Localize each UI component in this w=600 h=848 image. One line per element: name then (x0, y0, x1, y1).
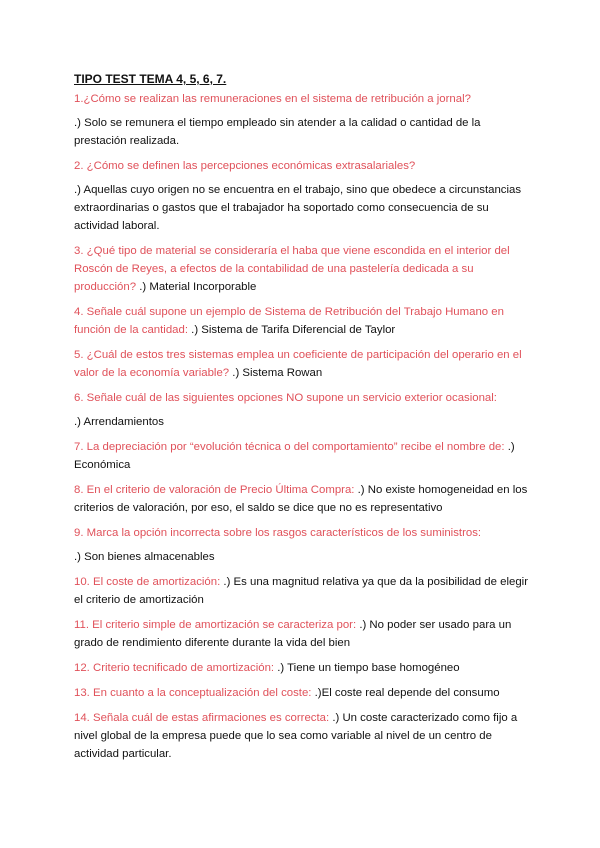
test-item-14 (74, 709, 530, 763)
test-item-11 (74, 616, 530, 652)
test-item-12 (74, 659, 530, 677)
answer-text: .) Un coste caracterizado como fijo a nivel global de la empresa puede que lo sea como variable al nivel de un centro de actividad particular. (74, 712, 518, 760)
answer-text: .) Son bienes almacenables (74, 551, 215, 563)
test-item-9 (74, 524, 530, 566)
answer-text: .) Sistema de Tarifa Diferencial de Taylor (191, 324, 396, 336)
question-text: 2. ¿Cómo se definen las percepciones económicas extrasalariales? (74, 160, 416, 172)
test-item-6 (74, 389, 530, 431)
question-text: 6. Señale cuál de las siguientes opciones NO supone un servicio exterior ocasional: (74, 392, 497, 404)
test-item-1 (74, 90, 530, 150)
answer-text: .) Tiene un tiempo base homogéneo (277, 662, 460, 674)
question-text: 3. ¿Qué tipo de material se consideraría el haba que viene escondida en el interior del Roscón de Reyes, a efectos de la contabilidad de una pastelería dedicada a su producción? (74, 245, 510, 293)
question-text: 8. En el criterio de valoración de Precio Última Compra: (74, 484, 358, 496)
answer-text: .) No existe homogeneidad en los criterios de valoración, por eso, el saldo se dice que no es representativo (74, 484, 528, 514)
question-text: 5. ¿Cuál de estos tres sistemas emplea un coeficiente de participación del operario en el valor de la economía variable? (74, 349, 522, 379)
test-item-5 (74, 346, 530, 382)
question-text: 12. Criterio tecnificado de amortización: (74, 662, 278, 674)
question-text: 13. En cuanto a la conceptualización del coste: (74, 687, 315, 699)
test-item-13 (74, 684, 530, 702)
question-text: 11. El criterio simple de amortización se caracteriza por: (74, 619, 360, 631)
answer-text: .) No poder ser usado para un grado de rendimiento diferente durante la vida del bien (74, 619, 512, 649)
question-text: 4. Señale cuál supone un ejemplo de Sistema de Retribución del Trabajo Humano en función de la cantidad: (74, 306, 504, 336)
test-item-3 (74, 242, 530, 296)
answer-text: .) Es una magnitud relativa ya que da la posibilidad de elegir el criterio de amortización (74, 576, 528, 606)
test-item-2 (74, 157, 530, 235)
answer-text: .) Económica (74, 441, 515, 471)
answer-text: .) Material Incorporable (139, 281, 257, 293)
test-item-10 (74, 573, 530, 609)
answer-text: .)El coste real depende del consumo (314, 687, 500, 699)
test-item-8 (74, 481, 530, 517)
question-text: 10. El coste de amortización: (74, 576, 224, 588)
test-item-7 (74, 438, 530, 474)
answer-text: .) Aquellas cuyo origen no se encuentra en el trabajo, sino que obedece a circunstancias extraordinarias o gastos que el trabajador ha soportado como consecuencia de su actividad laboral. (74, 184, 522, 232)
document-title: TIPO TEST TEMA 4, 5, 6, 7. (74, 72, 227, 86)
question-text: 1.¿Cómo se realizan las remuneraciones en el sistema de retribución a jornal? (74, 93, 471, 105)
answer-text: .) Sistema Rowan (232, 367, 323, 379)
question-text: 9. Marca la opción incorrecta sobre los rasgos característicos de los suministros: (74, 527, 482, 539)
answer-text: .) Arrendamientos (74, 416, 164, 428)
test-item-4 (74, 303, 530, 339)
answer-text: .) Solo se remunera el tiempo empleado sin atender a la calidad o cantidad de la prestación realizada. (74, 117, 481, 147)
question-text: 7. La depreciación por “evolución técnica o del comportamiento” recibe el nombre de: (74, 441, 508, 453)
question-text: 14. Señala cuál de estas afirmaciones es correcta: (74, 712, 333, 724)
